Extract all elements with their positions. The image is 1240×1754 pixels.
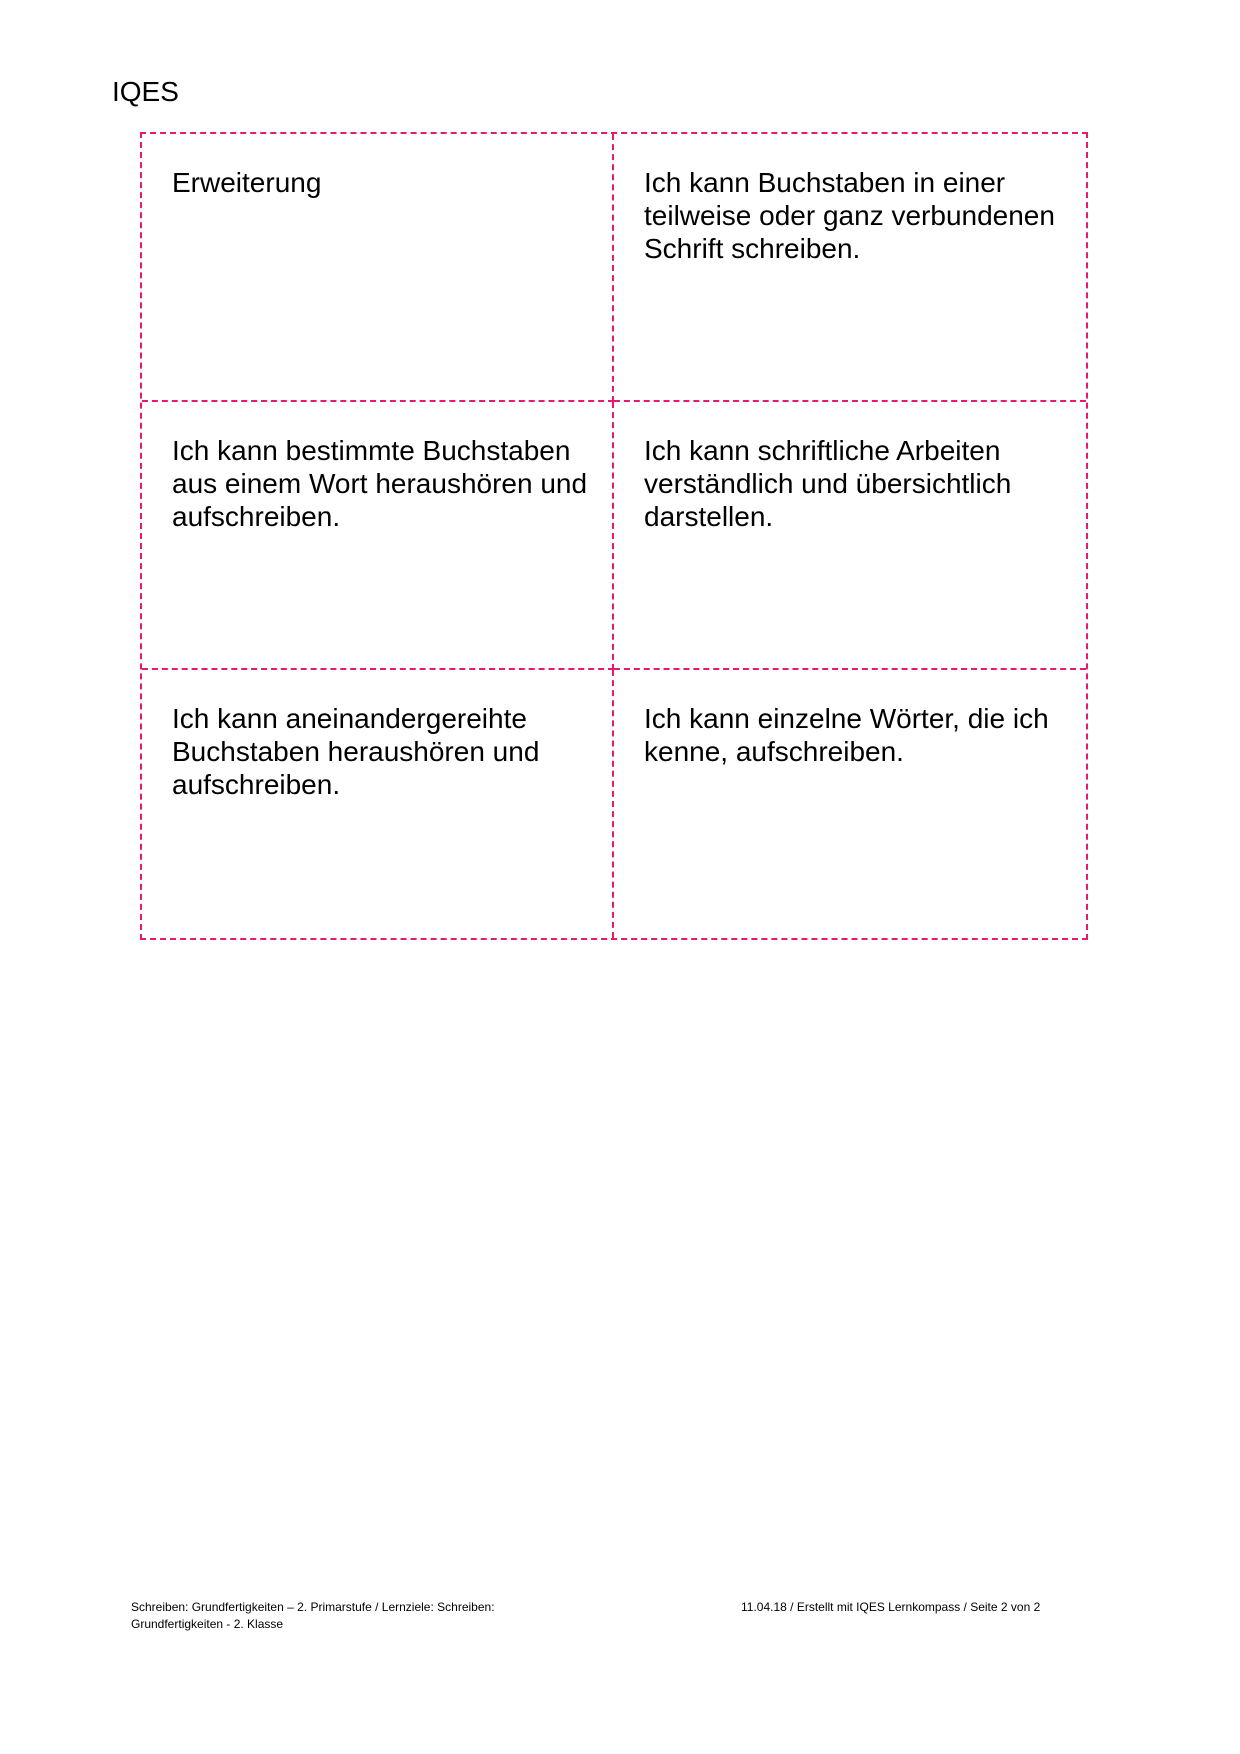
card-aneinandergereihte-buchstaben: Ich kann aneinandergereihte Buchstaben heraushören und aufschreiben. <box>142 670 614 938</box>
footer-page-info: 11.04.18 / Erstellt mit IQES Lernkompass / Seite 2 von 2 <box>741 1600 1041 1614</box>
brand-header: IQES <box>112 76 179 107</box>
footer-document-title: Schreiben: Grundfertigkeiten – 2. Primarstufe / Lernziele: Schreiben: Grundfertigkeiten - 2. Klasse <box>131 1600 495 1631</box>
card-schriftliche-arbeiten: Ich kann schriftliche Arbeiten verständlich und übersichtlich darstellen. <box>614 402 1086 670</box>
card-grid <box>140 132 1088 940</box>
card-buchstaben-heraushoeren: Ich kann bestimmte Buchstaben aus einem Wort heraushören und aufschreiben. <box>142 402 614 670</box>
card-einzelne-woerter: Ich kann einzelne Wörter, die ich kenne, aufschreiben. <box>644 703 1049 767</box>
card-erweiterung: Erweiterung <box>142 134 614 402</box>
card-verbundene-schrift: Ich kann Buchstaben in einer teilweise oder ganz verbundenen Schrift schreiben. <box>614 134 1086 402</box>
